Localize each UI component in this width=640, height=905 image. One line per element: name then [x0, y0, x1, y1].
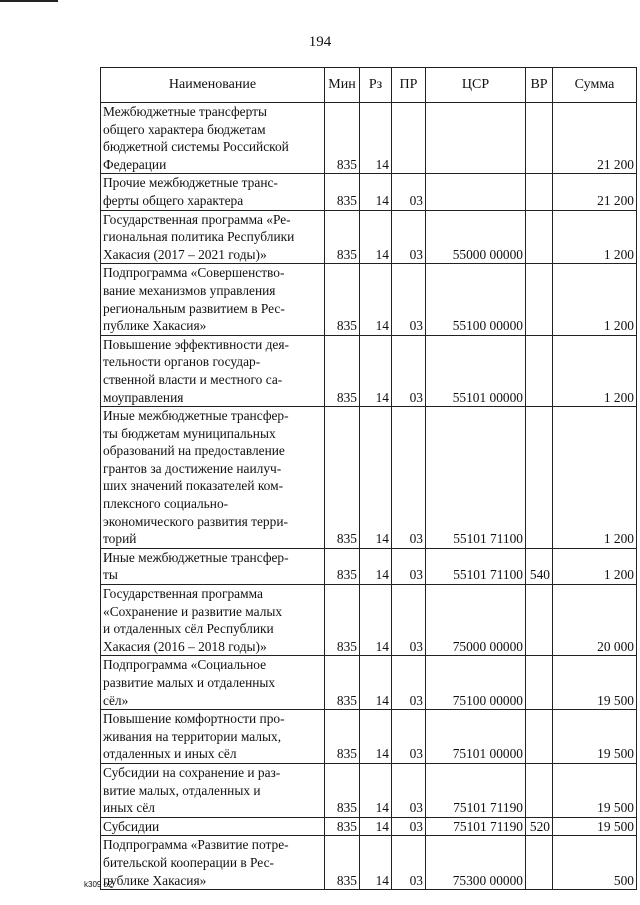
cell-min: 835: [325, 103, 360, 174]
cell-rz: 14: [360, 210, 392, 264]
cell-csr: 75000 00000: [426, 585, 526, 656]
cell-min: 835: [325, 585, 360, 656]
cell-vr: [526, 585, 553, 656]
cell-pr: 03: [392, 264, 426, 335]
cell-name: Повышение эффективности дея- тельности органов государ- ственной власти и местного са- моуправления: [101, 335, 325, 406]
cell-rz: 14: [360, 335, 392, 406]
cell-csr: [426, 174, 526, 210]
cell-name: Государственная программа «Сохранение и развитие малых и отдаленных сёл Республики Хакасия (2016 – 2018 годы)»: [101, 585, 325, 656]
cell-csr: [426, 103, 526, 174]
cell-rz: 14: [360, 763, 392, 817]
cell-vr: [526, 264, 553, 335]
cell-rz: 14: [360, 264, 392, 335]
cell-vr: [526, 210, 553, 264]
cell-vr: [526, 103, 553, 174]
cell-min: 835: [325, 210, 360, 264]
table-row: [101, 210, 637, 264]
cell-pr: 03: [392, 548, 426, 584]
cell-sum: 500: [553, 836, 637, 890]
cell-pr: 03: [392, 710, 426, 764]
cell-sum: 1 200: [553, 548, 637, 584]
cell-pr: 03: [392, 656, 426, 710]
table-row: [101, 710, 637, 764]
cell-name: Иные межбюджетные трансфер- ты: [101, 548, 325, 584]
cell-sum: 19 500: [553, 763, 637, 817]
cell-name: Межбюджетные трансферты общего характера бюджетам бюджетной системы Российской Федерации: [101, 103, 325, 174]
header-name: Наименование: [101, 68, 325, 103]
cell-pr: 03: [392, 585, 426, 656]
cell-name: Повышение комфортности про- живания на территории малых, отдаленных и иных сёл: [101, 710, 325, 764]
cell-vr: 520: [526, 817, 553, 836]
cell-min: 835: [325, 656, 360, 710]
cell-pr: 03: [392, 335, 426, 406]
cell-csr: 55100 00000: [426, 264, 526, 335]
cell-min: 835: [325, 407, 360, 549]
cell-sum: 1 200: [553, 264, 637, 335]
cell-pr: 03: [392, 407, 426, 549]
table-row: [101, 548, 637, 584]
cell-vr: [526, 763, 553, 817]
cell-csr: 55000 00000: [426, 210, 526, 264]
page-number: 194: [308, 34, 332, 50]
cell-csr: 55101 00000: [426, 335, 526, 406]
cell-name: Субсидии: [101, 817, 325, 836]
cell-vr: [526, 656, 553, 710]
cell-sum: 20 000: [553, 585, 637, 656]
cell-min: 835: [325, 763, 360, 817]
table-row: [101, 407, 637, 549]
cell-min: 835: [325, 710, 360, 764]
cell-name: Подпрограмма «Развитие потре- бительской кооперации в Рес- публике Хакасия»: [101, 836, 325, 890]
cell-sum: 1 200: [553, 335, 637, 406]
cell-csr: 75101 71190: [426, 817, 526, 836]
table-row: [101, 335, 637, 406]
cell-sum: 19 500: [553, 710, 637, 764]
cell-pr: [392, 103, 426, 174]
cell-csr: 75100 00000: [426, 656, 526, 710]
cell-name: Государственная программа «Ре- гиональная политика Республики Хакасия (2017 – 2021 годы)»: [101, 210, 325, 264]
cell-rz: 14: [360, 656, 392, 710]
table-row: [101, 817, 637, 836]
cell-rz: 14: [360, 174, 392, 210]
header-vr: ВР: [526, 68, 553, 103]
header-csr: ЦСР: [426, 68, 526, 103]
cell-pr: 03: [392, 836, 426, 890]
cell-csr: 75101 00000: [426, 710, 526, 764]
cell-vr: [526, 710, 553, 764]
cell-vr: [526, 836, 553, 890]
cell-vr: [526, 174, 553, 210]
cell-rz: 14: [360, 103, 392, 174]
cell-csr: 75300 00000: [426, 836, 526, 890]
cell-rz: 14: [360, 710, 392, 764]
table-row: [101, 836, 637, 890]
cell-sum: 1 200: [553, 210, 637, 264]
cell-min: 835: [325, 817, 360, 836]
cell-rz: 14: [360, 407, 392, 549]
cell-sum: 21 200: [553, 103, 637, 174]
cell-pr: 03: [392, 817, 426, 836]
cell-pr: 03: [392, 210, 426, 264]
cell-csr: 55101 71100: [426, 407, 526, 549]
cell-vr: [526, 407, 553, 549]
cell-sum: 19 500: [553, 656, 637, 710]
header-sum: Сумма: [553, 68, 637, 103]
budget-table: [100, 67, 637, 890]
cell-rz: 14: [360, 817, 392, 836]
header-pr: ПР: [392, 68, 426, 103]
cell-sum: 21 200: [553, 174, 637, 210]
table-row: [101, 103, 637, 174]
cell-name: Подпрограмма «Совершенство- вание механизмов управления региональным развитием в Рес- публике Хакасия»: [101, 264, 325, 335]
cell-rz: 14: [360, 548, 392, 584]
table-row: [101, 174, 637, 210]
cell-sum: 19 500: [553, 817, 637, 836]
header-min: Мин: [325, 68, 360, 103]
table-header-row: [101, 68, 637, 103]
cell-name: Субсидии на сохранение и раз- витие малых, отдаленных и иных сёл: [101, 763, 325, 817]
table-row: [101, 585, 637, 656]
cell-min: 835: [325, 264, 360, 335]
cell-csr: 75101 71190: [426, 763, 526, 817]
cell-sum: 1 200: [553, 407, 637, 549]
cell-min: 835: [325, 548, 360, 584]
cell-pr: 03: [392, 174, 426, 210]
table-row: [101, 264, 637, 335]
cell-rz: 14: [360, 585, 392, 656]
cell-name: Иные межбюджетные трансфер- ты бюджетам муниципальных образований на предоставление грантов за достижение наилуч- ших значений показателей ком- плексного социально- экономического развития терри- торий: [101, 407, 325, 549]
cell-vr: [526, 335, 553, 406]
cell-rz: 14: [360, 836, 392, 890]
cell-min: 835: [325, 836, 360, 890]
table-row: [101, 763, 637, 817]
cell-csr: 55101 71100: [426, 548, 526, 584]
cell-min: 835: [325, 335, 360, 406]
cell-vr: 540: [526, 548, 553, 584]
table-row: [101, 656, 637, 710]
cell-name: Подпрограмма «Социальное развитие малых и отдаленных сёл»: [101, 656, 325, 710]
header-rz: Рз: [360, 68, 392, 103]
corner-scan-mark: [0, 0, 58, 2]
footer-code: k309 b2: [84, 880, 113, 889]
cell-name: Прочие межбюджетные транс- ферты общего характера: [101, 174, 325, 210]
cell-min: 835: [325, 174, 360, 210]
cell-pr: 03: [392, 763, 426, 817]
